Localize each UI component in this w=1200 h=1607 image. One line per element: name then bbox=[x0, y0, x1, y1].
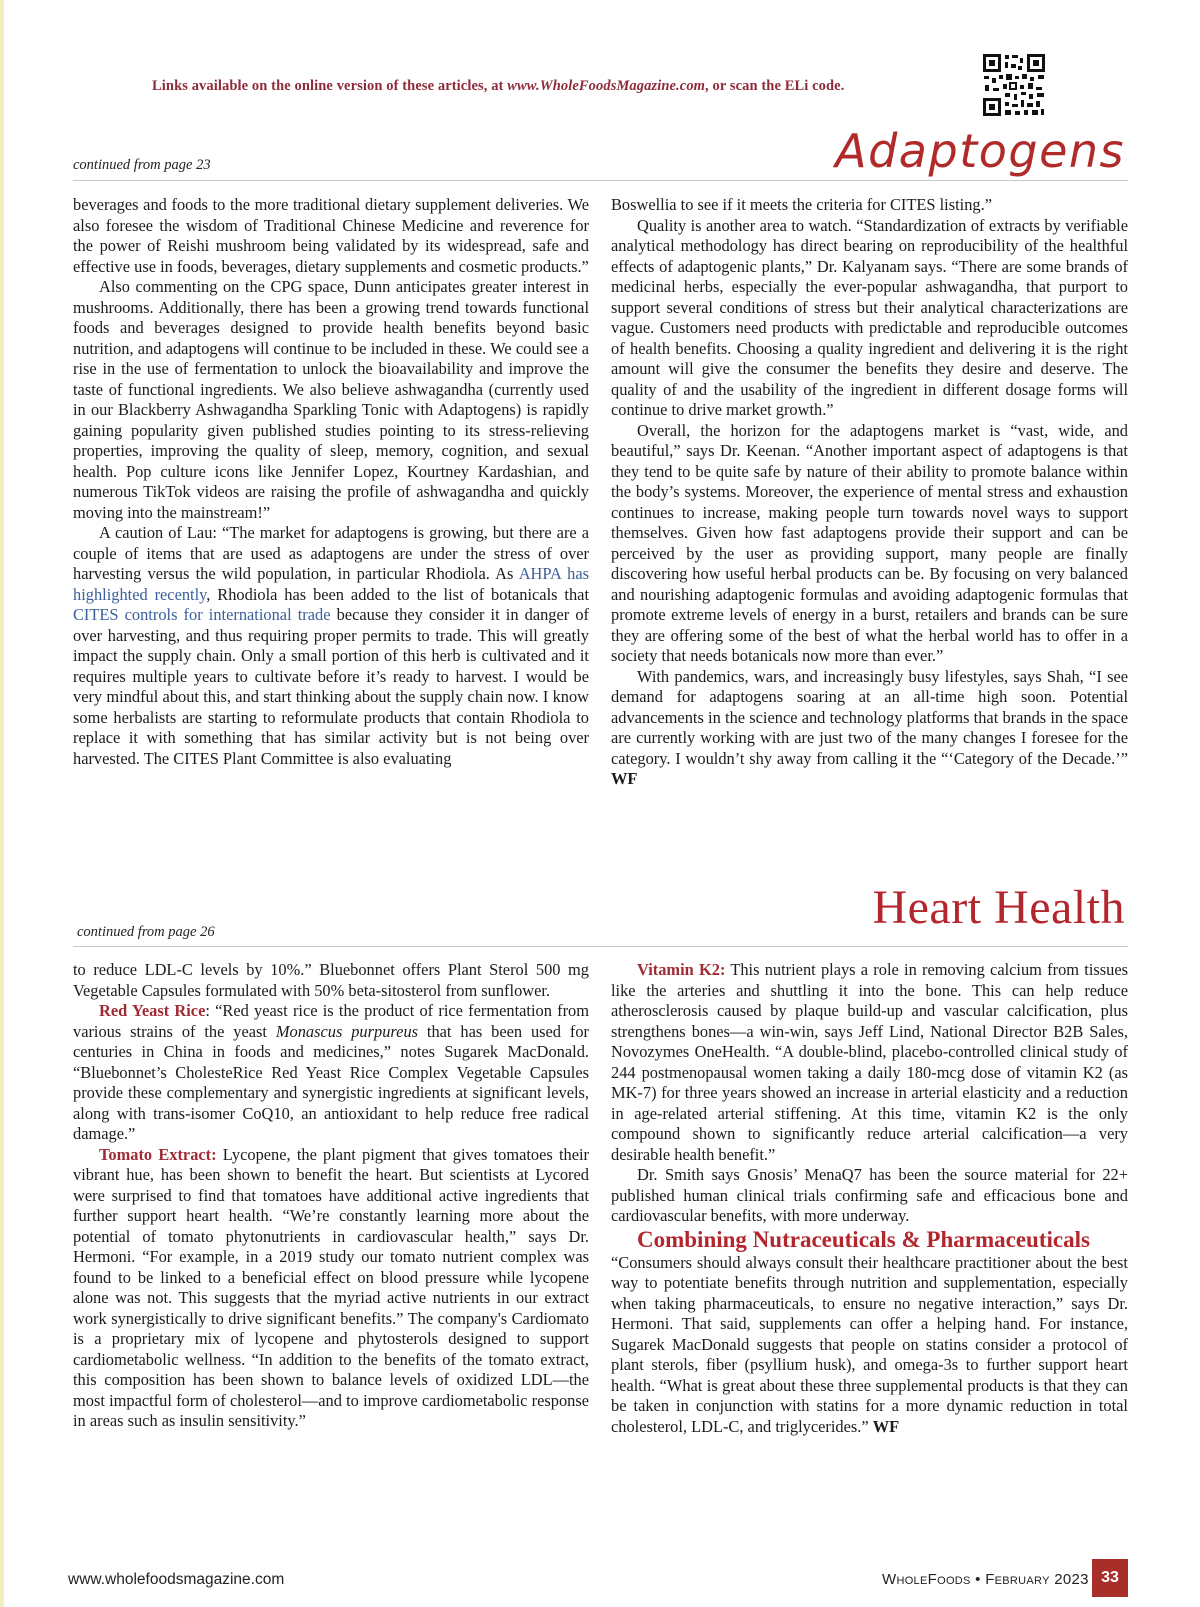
continued-note-adaptogens: continued from page 23 bbox=[73, 157, 211, 173]
footer-separator: • bbox=[970, 1571, 986, 1588]
paragraph: Quality is another area to watch. “Standardization of extracts by verifiable analytical methodology has direct bearing on reproducibility of the healthful effects of adaptogenic plants,” Dr. Kalyanam says. “There are some brands of medicinal herbs, especially the ever-popular ashwagandha, that purport to support several conditions of stress but their analytical characterizations are vague. Customers need products with predictable and reproducible outcomes of health benefits. Choosing a quality ingredient and delivering it is the right amount will give the consumer the benefits they desire and deserve. The quality of and the usability of the ingredient in different dosage forms will continue to drive market growth.” bbox=[611, 215, 1128, 419]
paragraph bbox=[611, 1253, 1128, 1438]
text-run: because they consider it in danger of over harvesting, and thus requiring proper permits to trade. This will greatly impact the supply chain. Only a small portion of this herb is cultivated and it requires multiple years to cultivate before it’s ready to harvest. I would be very mindful about this, and start thinking about the supply chain now. I know some herbalists are starting to reformulate products that contain Rhodiola to replace it with something that has similar activity but is not being over harvested. The CITES Plant Committee is also evaluating bbox=[73, 605, 590, 768]
text-run: “Consumers should always consult their healthcare practitioner about the best way to potentiate benefits through nutrition and supplementation, especially when taking pharmaceuticals, to ensure no negative interaction,” says Dr. Hermoni. That said, supplements can offer a helping hand. For instance, Sugarek MacDonald suggests that people on statins consider a protocol of plant sterols, fiber (psyllium husk), and omega-3s to further support heart health. “What is great about these three supplemental products is that they can be taken in conjunction with statins for a more dynamic reduction in total cholesterol, LDL-C, and triglycerides.” bbox=[611, 1252, 1128, 1436]
qr-code-icon[interactable] bbox=[981, 52, 1047, 118]
text-run: , Rhodiola has been added to the list of botanicals that bbox=[206, 584, 589, 604]
magazine-name-a: Whole bbox=[882, 1571, 928, 1588]
species-name: Monascus purpureus bbox=[275, 1021, 419, 1041]
paragraph bbox=[73, 1145, 589, 1432]
paragraph bbox=[611, 960, 1128, 1165]
issue-month: February bbox=[985, 1571, 1050, 1588]
term-vitamin-k2: Vitamin K2: bbox=[637, 960, 726, 979]
paragraph: Dr. Smith says Gnosis’ MenaQ7 has been the source material for 22+ published human clinical trials confirming safe and efficacious bone and cardiovascular benefits, with more underway. bbox=[611, 1165, 1128, 1225]
end-mark: WF bbox=[872, 1416, 900, 1436]
footer-url[interactable]: www.wholefoodsmagazine.com bbox=[68, 1571, 285, 1588]
section-divider-adaptogens bbox=[73, 180, 1128, 181]
link-cites[interactable]: CITES controls for international trade bbox=[73, 605, 331, 624]
qr-code-graphic bbox=[981, 52, 1047, 118]
term-red-yeast-rice: Red Yeast Rice bbox=[99, 1001, 206, 1020]
links-note-url[interactable]: www.WholeFoodsMagazine.com bbox=[507, 78, 706, 94]
subheading: Combining Nutraceuticals & Pharmaceuticals bbox=[637, 1226, 1090, 1252]
heart-health-column-1 bbox=[73, 960, 589, 1432]
magazine-name-b: Foods bbox=[927, 1571, 971, 1588]
term-tomato-extract: Tomato Extract: bbox=[99, 1144, 217, 1164]
paragraph bbox=[611, 667, 1128, 790]
text-run: that has been used for centuries in China in foods and medicines,” notes Sugarek MacDonald. “Bluebonnet’s CholesteRice Red Yeast Rice Complex Vegetable Capsules provide these complementary and synergistic ingredients at significant levels, along with trans-isomer CoQ10, an antioxidant to help reduce free radical damage.” bbox=[73, 1021, 590, 1143]
text-run: This nutrient plays a role in removing calcium from tissues like the arteries and shuttling it into the bone. This can help reduce atherosclerosis caused by plaque build-up and vascular calcification, plus strengthens bones—a win-win, says Jeff Lind, National Director B2B Sales, Novozymes OneHealth. “A double-blind, placebo-controlled clinical study of 244 postmenopausal women taking a daily 180-mcg dose of vitamin K2 (as MK-7) for three years showed an increase in arterial elasticity and a reduction in age-related arterial stiffening. At this time, vitamin K2 is the only compound shown to significantly reduce arterial calcification—a very desirable health benefit.” bbox=[611, 960, 1128, 1164]
text-run: A caution of Lau: “The market for adaptogens is growing, but there are a couple of items that are used as adaptogens are under the stress of over harvesting versus the wild population, in particular Rhodiola. As bbox=[73, 523, 589, 583]
paragraph: Overall, the horizon for the adaptogens market is “vast, wide, and beautiful,” says Dr. Keenan. “Another important aspect of adaptogens is that they tend to be quite safe by nature of their ability to promote balance within the body’s systems. Moreover, the experience of mental stress and exhaustion continues to increase, making people turn towards novel ways to support themselves. Given how fast adaptogens provide their support and can be perceived by the user as providing support, many people are finally discovering how useful herbal products can be. By focusing on very balanced and nourishing adaptogenic formulas and avoiding adaptogenic formulas that promote extreme levels of energy in a burst, retailers and brands can be sure they are offering some of the best of what the herbal world has to offer in a society that needs botanicals now more than ever.” bbox=[611, 420, 1128, 665]
section-divider-heart-health bbox=[73, 946, 1128, 947]
paragraph bbox=[73, 523, 589, 769]
heart-health-column-2 bbox=[611, 960, 1128, 1437]
section-title-adaptogens: Adaptogens bbox=[835, 124, 1125, 178]
adaptogens-column-1 bbox=[73, 195, 589, 769]
links-note bbox=[152, 78, 844, 95]
text-run: With pandemics, wars, and increasingly busy lifestyles, says Shah, “I see demand for adaptogens soaring at an all-time high soon. Potential advancements in the science and technology platforms that brands in the space are currently working with are just two of the many changes I foresee for the category. I wouldn’t shy away from calling it the “‘Category of the Decade.’” bbox=[611, 666, 1128, 768]
paragraph: Also commenting on the CPG space, Dunn anticipates greater interest in mushrooms. Additionally, there has been a growing trend towards functional foods and beverages designed to provide health benefits beyond basic nutrition, and adaptogens will continue to be included in these. We could see a rise in the use of fermentation to unlock the bioavailability and improve the taste of functional ingredients. We also believe ashwagandha (currently used in our Blackberry Ashwagandha Sparkling Tonic with Adaptogens) is rapidly gaining popularity given published studies pointing to its stress-relieving properties, improving the quality of sleep, memory, cognition, and sexual health. Pop culture icons like Jennifer Lopez, Kourtney Kardashian, and numerous TikTok videos are raising the profile of ashwagandha and quickly moving into the mainstream!” bbox=[73, 277, 589, 522]
page-number: 33 bbox=[1092, 1559, 1128, 1597]
paragraph bbox=[73, 1001, 589, 1145]
continued-note-heart-health: continued from page 26 bbox=[77, 924, 215, 940]
paragraph: beverages and foods to the more traditional dietary supplement deliveries. We also foresee the wisdom of Traditional Chinese Medicine and reverence for the power of Reishi mushroom being validated by its widespread, safe and effective use in foods, beverages, dietary supplements and cosmetic products.” bbox=[73, 195, 589, 276]
paragraph: Boswellia to see if it meets the criteria for CITES listing.” bbox=[611, 195, 992, 214]
link-ahpa[interactable]: AHPA has highlighted recently bbox=[73, 564, 589, 604]
issue-year: 2023 bbox=[1049, 1571, 1089, 1588]
footer-magazine-issue bbox=[882, 1571, 1089, 1588]
section-title-heart-health: Heart Health bbox=[872, 881, 1125, 934]
links-note-suffix: , or scan the ELi code. bbox=[705, 78, 845, 94]
links-note-prefix: Links available on the online version of these articles, at bbox=[152, 78, 508, 94]
text-run: Lycopene, the plant pigment that gives tomatoes their vibrant hue, has been shown to benefit the heart. But scientists at Lycored were surprised to find that tomatoes have additional active ingredients that further support heart health. “We’re constantly learning more about the potential of tomato phytonutrients in cardiovascular health,” says Dr. Hermoni. “For example, in a 2019 study our tomato nutrient complex was found to be linked to a beneficial effect on blood pressure while lycopene alone was not. This suggests that the myriad active nutrients in our extract work synergistically to drive significant benefits.” The company's Cardiomato is a proprietary mix of lycopene and phytosterols designed to support cardiometabolic wellness. “In addition to the benefits of the tomato extract, this composition has been shown to balance levels of oxidized LDL—the most impactful form of cholesterol—and to improve cardiometabolic response in areas such as insulin sensitivity.” bbox=[73, 1144, 589, 1430]
text-run: : “Red yeast rice is the product of rice fermentation from various strains of the yeast bbox=[73, 1001, 589, 1041]
page-edge-bar bbox=[0, 0, 4, 1607]
paragraph: to reduce LDL-C levels by 10%.” Bluebonnet offers Plant Sterol 500 mg Vegetable Capsules formulated with 50% beta-sitosterol from sunflower. bbox=[73, 960, 589, 1000]
end-mark: WF bbox=[611, 769, 638, 788]
adaptogens-column-2 bbox=[611, 195, 1128, 790]
